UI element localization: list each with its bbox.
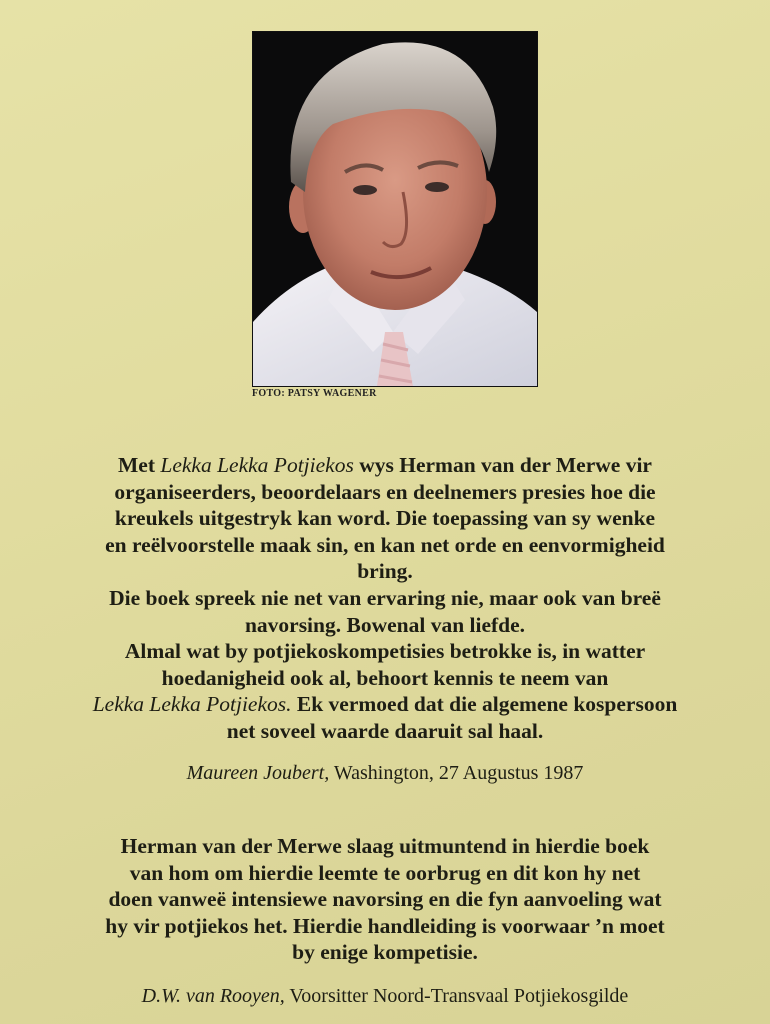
review-line: [30, 452, 740, 479]
signature-detail: Voorsitter Noord-Transvaal Potjiekosgilde: [284, 985, 629, 1007]
signature-name: Maureen Joubert,: [186, 762, 330, 784]
review-line: organiseerders, beoordelaars en deelnemers presies hoe die: [114, 479, 656, 504]
review-line: hoedanigheid ook al, behoort kennis te neem van: [161, 665, 609, 690]
review-line: van hom om hierdie leemte te oorbrug en dit kon hy net: [129, 860, 641, 885]
signature-detail: Washington, 27 Augustus 1987: [329, 762, 584, 784]
review-line: en reëlvoorstelle maak sin, en kan net orde en eenvormigheid: [105, 532, 665, 557]
review-line: net soveel waarde daaruit sal haal.: [226, 718, 544, 743]
signature-name: D.W. van Rooyen,: [141, 985, 285, 1007]
review-signature-2: [30, 985, 740, 1008]
book-title-italic: Lekka Lekka Potjiekos.: [92, 692, 292, 717]
text-span: wys Herman van der Merwe vir: [353, 453, 652, 477]
author-portrait-photo: [252, 31, 538, 387]
review-line: doen vanweë intensiewe navorsing en die fyn aanvoeling wat: [108, 887, 662, 912]
review-line: navorsing. Bowenal van liefde.: [244, 612, 526, 637]
text-span: Met: [118, 453, 161, 477]
review-signature-1: [30, 762, 740, 785]
review-line: [30, 691, 740, 718]
photo-credit: FOTO: PATSY WAGENER: [252, 388, 377, 399]
review-quote-1: [30, 452, 740, 745]
text-span: Ek vermoed dat die algemene kospersoon: [291, 692, 678, 717]
portrait-image: [253, 32, 537, 386]
review-quote-2: [30, 833, 740, 966]
review-line: hy vir potjiekos het. Hierdie handleiding is voorwaar ’n moet: [105, 913, 665, 938]
book-title-italic: Lekka Lekka Potjiekos: [160, 453, 354, 477]
review-line: kreukels uitgestryk kan word. Die toepassing van sy wenke: [114, 506, 656, 531]
review-line: Herman van der Merwe slaag uitmuntend in hierdie boek: [120, 834, 650, 858]
review-line: Die boek spreek nie net van ervaring nie, maar ook van breë: [109, 585, 661, 610]
review-line: by enige kompetisie.: [292, 940, 478, 965]
review-line: Almal wat by potjiekoskompetisies betrokke is, in watter: [124, 639, 646, 664]
review-line: bring.: [357, 559, 413, 584]
